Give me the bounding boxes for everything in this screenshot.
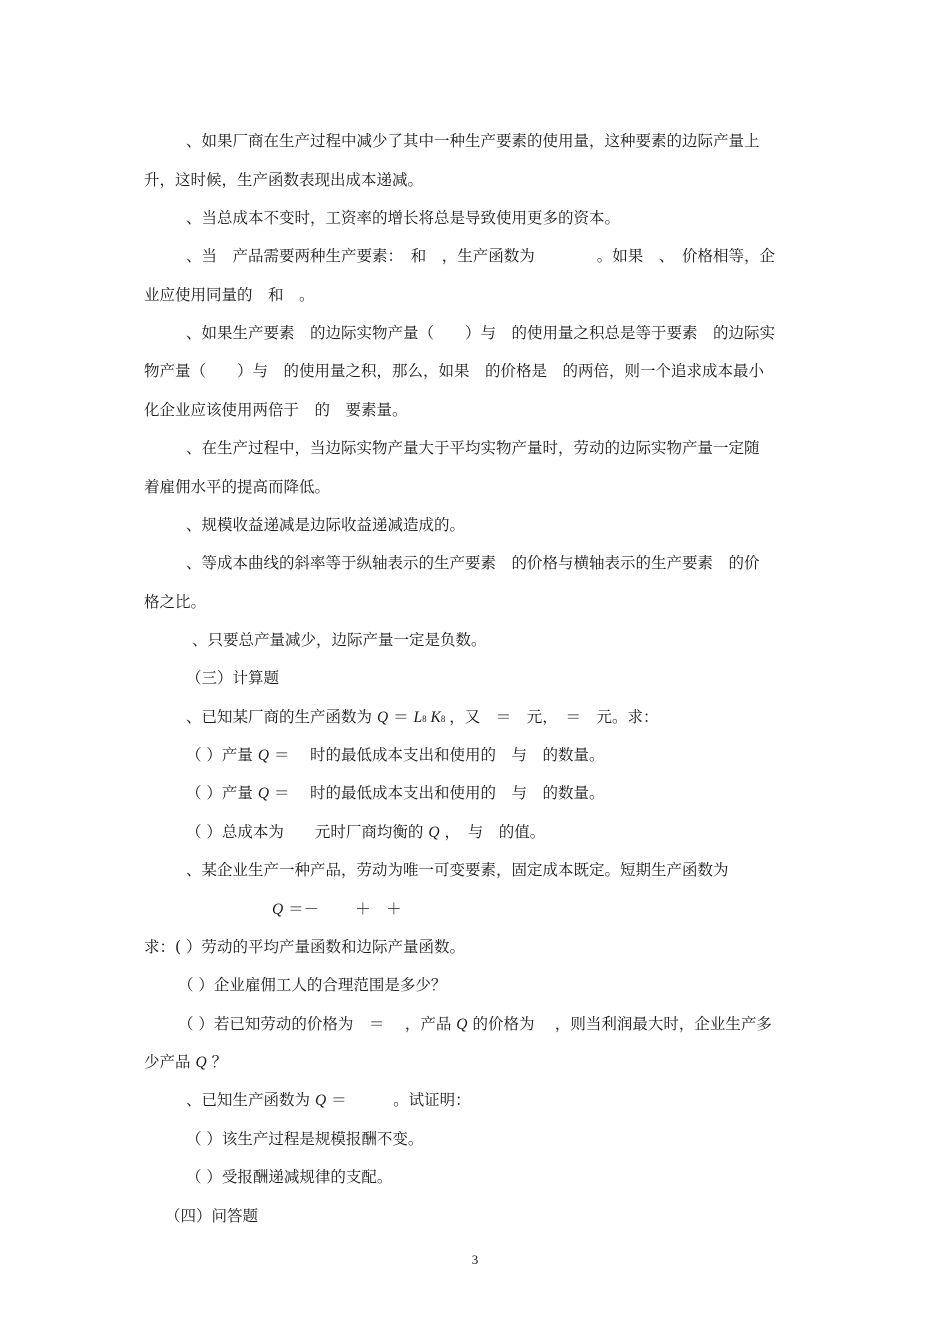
- text-line: 升，这时候，生产函数表现出成本递减。: [144, 171, 424, 189]
- text-line: 、当 产品需要两种生产要素： 和 ，生产函数为 。如果 、 价格相等，企: [186, 247, 776, 265]
- text-fragment: ，又 ＝ 元， ＝ 元。求：: [449, 708, 659, 726]
- math-L-exponent: 8: [422, 714, 427, 724]
- math-Q: Q: [456, 1016, 468, 1033]
- text-line: [186, 707, 659, 729]
- text-line: 、如果厂商在生产过程中减少了其中一种生产要素的使用量，这种要素的边际产量上: [186, 132, 760, 150]
- math-Q: Q: [272, 901, 284, 918]
- text-fragment: ＝－ ＋ ＋: [288, 900, 402, 918]
- math-equals: ＝: [393, 708, 409, 726]
- text-line: 业应使用同量的 和 。: [144, 286, 315, 304]
- text-fragment: （ ）若已知劳动的价格为 ＝ ，产品: [178, 1015, 452, 1033]
- text-fragment: ＝ 时的最低成本支出和使用的 与 的数量。: [274, 746, 605, 764]
- text-line: [186, 783, 604, 804]
- text-line: 、在生产过程中，当边际实物产量大于平均实物产量时，劳动的边际实物产量一定随: [186, 439, 760, 457]
- text-fragment: （ ）产量: [186, 784, 253, 802]
- text-line: 、某企业生产一种产品，劳动为唯一可变要素，固定成本既定。短期生产函数为: [186, 861, 729, 879]
- text-line: [178, 1014, 772, 1035]
- text-fragment: （ ）总成本为 元时厂商均衡的: [186, 823, 424, 841]
- math-Q: Q: [195, 1054, 207, 1071]
- text-line: （ ）该生产过程是规模报酬不变。: [186, 1130, 424, 1148]
- text-line: 着雇佣水平的提高而降低。: [144, 478, 331, 496]
- math-K-exponent: 8: [440, 714, 446, 724]
- text-fragment: 的价格为 ，则当利润最大时，企业生产多: [472, 1015, 772, 1033]
- text-line: （ ）企业雇佣工人的合理范围是多少？: [178, 976, 447, 994]
- text-line: 、等成本曲线的斜率等于纵轴表示的生产要素 的价格与横轴表示的生产要素 的价: [186, 554, 760, 572]
- text-fragment: （ ）产量: [186, 746, 253, 764]
- math-Q: Q: [257, 747, 270, 764]
- text-line: 、如果生产要素 的边际实物产量（ ）与 的使用量之积总是等于要素 的边际实: [186, 324, 776, 342]
- text-line: [144, 1052, 227, 1073]
- section-heading: （三）计算题: [186, 669, 280, 687]
- math-Q: Q: [428, 824, 440, 841]
- text-fragment: ， 与 的值。: [444, 823, 546, 841]
- math-Q: Q: [257, 785, 270, 802]
- text-fragment: 少产品: [144, 1053, 191, 1071]
- text-fragment: ？: [211, 1053, 228, 1071]
- math-L: L8: [413, 709, 427, 726]
- section-heading: （四）问答题: [165, 1207, 259, 1225]
- text-line: （ ）受报酬递减规律的支配。: [186, 1168, 393, 1186]
- page-number: 3: [471, 1252, 479, 1267]
- text-line: [186, 822, 545, 843]
- text-fragment: ＝ 时的最低成本支出和使用的 与 的数量。: [274, 784, 605, 802]
- text-line: 、当总成本不变时，工资率的增长将总是导致使用更多的资本。: [186, 209, 621, 227]
- text-line: 格之比。: [144, 593, 207, 611]
- text-line: 物产量（ ）与 的使用量之积，那么，如果 的价格是 的两倍，则一个追求成本最小: [144, 362, 765, 380]
- text-line: 化企业应该使用两倍于 的 要素量。: [144, 401, 408, 419]
- math-Q: Q: [314, 1092, 327, 1109]
- text-line: 求：( ）劳动的平均产量函数和边际产量函数。: [144, 938, 465, 956]
- text-line: [186, 745, 604, 766]
- text-fragment: ＝ 。试证明：: [331, 1091, 471, 1109]
- text-line: [186, 1090, 471, 1111]
- text-line: 、规模收益递减是边际收益递减造成的。: [186, 516, 466, 534]
- text-line: 、只要总产量减少，边际产量一定是负数。: [192, 631, 487, 649]
- text-fragment: 、已知某厂商的生产函数为: [186, 708, 373, 726]
- text-fragment: 、已知生产函数为: [186, 1091, 311, 1109]
- equation-line: [272, 899, 402, 920]
- math-K: K8: [430, 709, 446, 726]
- math-Q: Q: [376, 709, 389, 726]
